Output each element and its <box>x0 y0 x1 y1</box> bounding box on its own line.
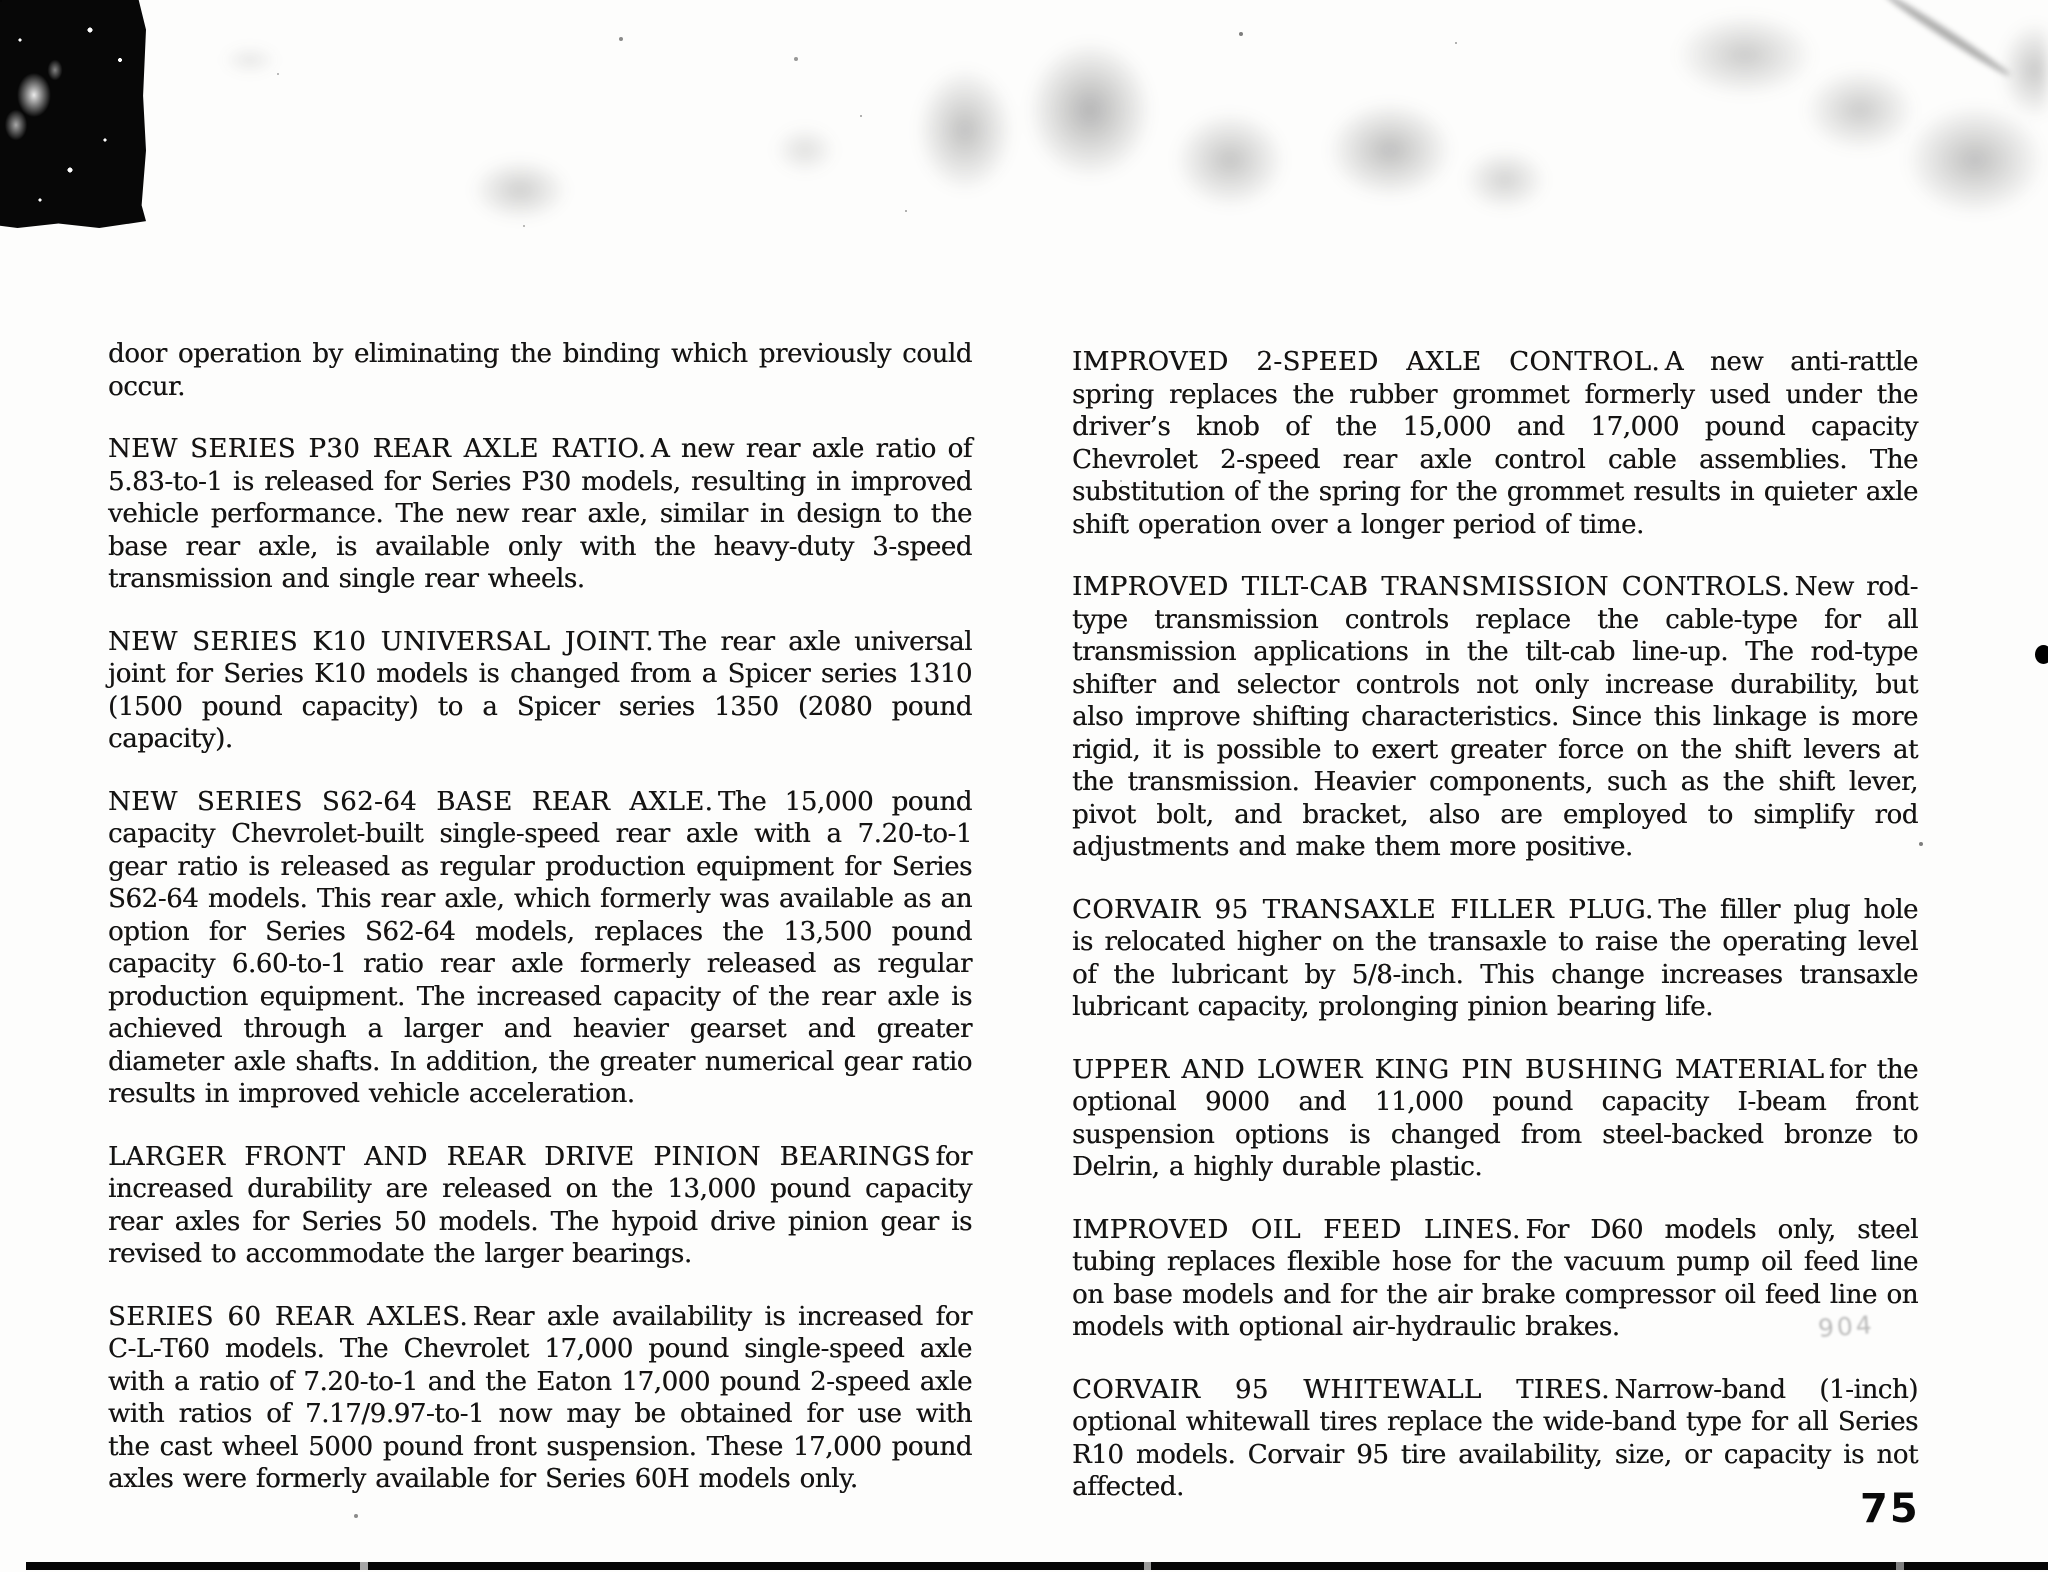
scan-speckles <box>0 0 2 2</box>
paragraph-text: Rear axle availability is increased for C-L-T60 models. The Chevrolet 17,000 pound single-speed axle with a ratio of 7.20-to-1 and the Eaton 17,000 pound 2-speed axle with ratios of 7.17/9.97-to-1 now may be obtained for use with the cast wheel 5000 pound front suspension. These 17,000 pound axles were formerly available for Series 60H models only. <box>108 1301 972 1494</box>
paragraph-corvair-95-whitewall-tires <box>1072 1374 1918 1504</box>
scan-streak-artifact <box>1882 0 2013 79</box>
section-heading: UPPER AND LOWER KING PIN BUSHING MATERIAL <box>1072 1054 1825 1085</box>
paragraph-text: The filler plug hole is relocated higher on the transaxle to raise the operating level of the lubricant by 5/8-inch. This change increases transaxle lubricant capacity, prolonging pinion bearing life. <box>1072 894 1918 1022</box>
scan-bottom-bar <box>26 1562 2048 1570</box>
paragraph-continuation <box>108 338 972 403</box>
right-column <box>1072 346 1918 1504</box>
page-number: 75 <box>1860 1486 1920 1532</box>
section-heading: IMPROVED TILT-CAB TRANSMISSION CONTROLS. <box>1072 572 1790 602</box>
section-heading: LARGER FRONT AND REAR DRIVE PINION BEARINGS <box>108 1141 931 1172</box>
section-heading: SERIES 60 REAR AXLES. <box>108 1301 469 1332</box>
paragraph-larger-pinion-bearings <box>108 1141 972 1271</box>
faint-stamp-artifact: 904 <box>1817 1310 1876 1343</box>
paragraph-series-60-rear-axles <box>108 1301 972 1496</box>
section-heading: CORVAIR 95 TRANSAXLE FILLER PLUG. <box>1072 894 1654 925</box>
paragraph-text: For D60 models only, steel tubing replaces flexible hose for the vacuum pump oil feed line on base models and for the air brake compressor oil feed line on models with optional air-hydraulic brakes. <box>1072 1214 1918 1342</box>
section-heading: IMPROVED 2-SPEED AXLE CONTROL. <box>1072 347 1661 377</box>
paragraph-text: New rod-type transmission controls replace the cable-type for all transmission applications in the tilt-cab line-up. The rod-type shifter and selector controls not only increase durability, but also improve shifting characteristics. Since this linkage is more rigid, it is possible to exert greater force on the shift levers at the transmission. Heavier components, such as the shift lever, pivot bolt, and bracket, also are employed to simplify rod adjustments and make them more positive. <box>1072 572 1918 862</box>
paragraph-text: The rear axle universal joint for Series K10 models is changed from a Spicer series 1310 (1500 pound capacity) to a Spicer series 1350 (2080 pound capacity). <box>108 626 972 754</box>
scan-artifact-black-corner <box>0 0 146 228</box>
paragraph-text: A new anti-rattle spring replaces the rubber grommet formerly used under the driver’s knob of the 15,000 and 17,000 pound capacity Chevrolet 2-speed rear axle control cable assemblies. The substitution of the spring for the grommet results in quieter axle shift operation over a longer period of time. <box>1072 347 1918 540</box>
paragraph-k10-universal-joint <box>108 626 972 756</box>
section-heading: NEW SERIES K10 UNIVERSAL JOINT. <box>108 626 654 657</box>
paragraph-text: A new rear axle ratio of 5.83-to-1 is released for Series P30 models, resulting in improved vehicle performance. The new rear axle, similar in design to the base rear axle, is available only with the heavy-duty 3-speed transmission and single rear wheels. <box>108 434 972 594</box>
paragraph-tilt-cab-transmission-controls <box>1072 571 1918 864</box>
scan-noise-clouds <box>0 0 2048 250</box>
paragraph-text: door operation by eliminating the binding which previously could occur. <box>108 339 972 402</box>
section-heading: CORVAIR 95 WHITEWALL TIRES. <box>1072 1374 1610 1405</box>
paragraph-2-speed-axle-control <box>1072 346 1918 541</box>
paragraph-text: for increased durability are released on the 13,000 pound capacity rear axles for Series 50 models. The hypoid drive pinion gear is revised to accommodate the larger bearings. <box>108 1141 972 1269</box>
section-heading: NEW SERIES P30 REAR AXLE RATIO. <box>108 434 647 464</box>
section-heading: NEW SERIES S62-64 BASE REAR AXLE. <box>108 786 714 817</box>
left-column <box>108 338 972 1496</box>
paragraph-s62-64-base-rear-axle <box>108 786 972 1111</box>
paragraph-text: for the optional 9000 and 11,000 pound capacity I-beam front suspension options is changed from steel-backed bronze to Delrin, a highly durable plastic. <box>1072 1054 1919 1182</box>
paragraph-improved-oil-feed-lines <box>1072 1214 1918 1344</box>
paragraph-text: The 15,000 pound capacity Chevrolet-built single-speed rear axle with a 7.20-to-1 gear ratio is released as regular production equipment for Series S62-64 models. This rear axle, which formerly was available as an option for Series S62-64 models, replaces the 13,500 pound capacity 6.60-to-1 ratio rear axle formerly released as regular production equipment. The increased capacity of the rear axle is achieved through a larger and heavier gearset and greater diameter axle shafts. In addition, the greater numerical gear ratio results in improved vehicle acceleration. <box>108 786 972 1109</box>
paragraph-p30-rear-axle-ratio <box>108 433 972 596</box>
scan-edge-dot <box>2035 645 2048 664</box>
section-heading: IMPROVED OIL FEED LINES. <box>1072 1214 1521 1245</box>
paragraph-text: Narrow-band (1-inch) optional whitewall tires replace the wide-band type for all Series R10 models. Corvair 95 tire availability, size, or capacity is not affected. <box>1072 1374 1918 1502</box>
paragraph-corvair-95-transaxle-filler-plug <box>1072 894 1918 1024</box>
paragraph-king-pin-bushing-material <box>1072 1054 1918 1184</box>
